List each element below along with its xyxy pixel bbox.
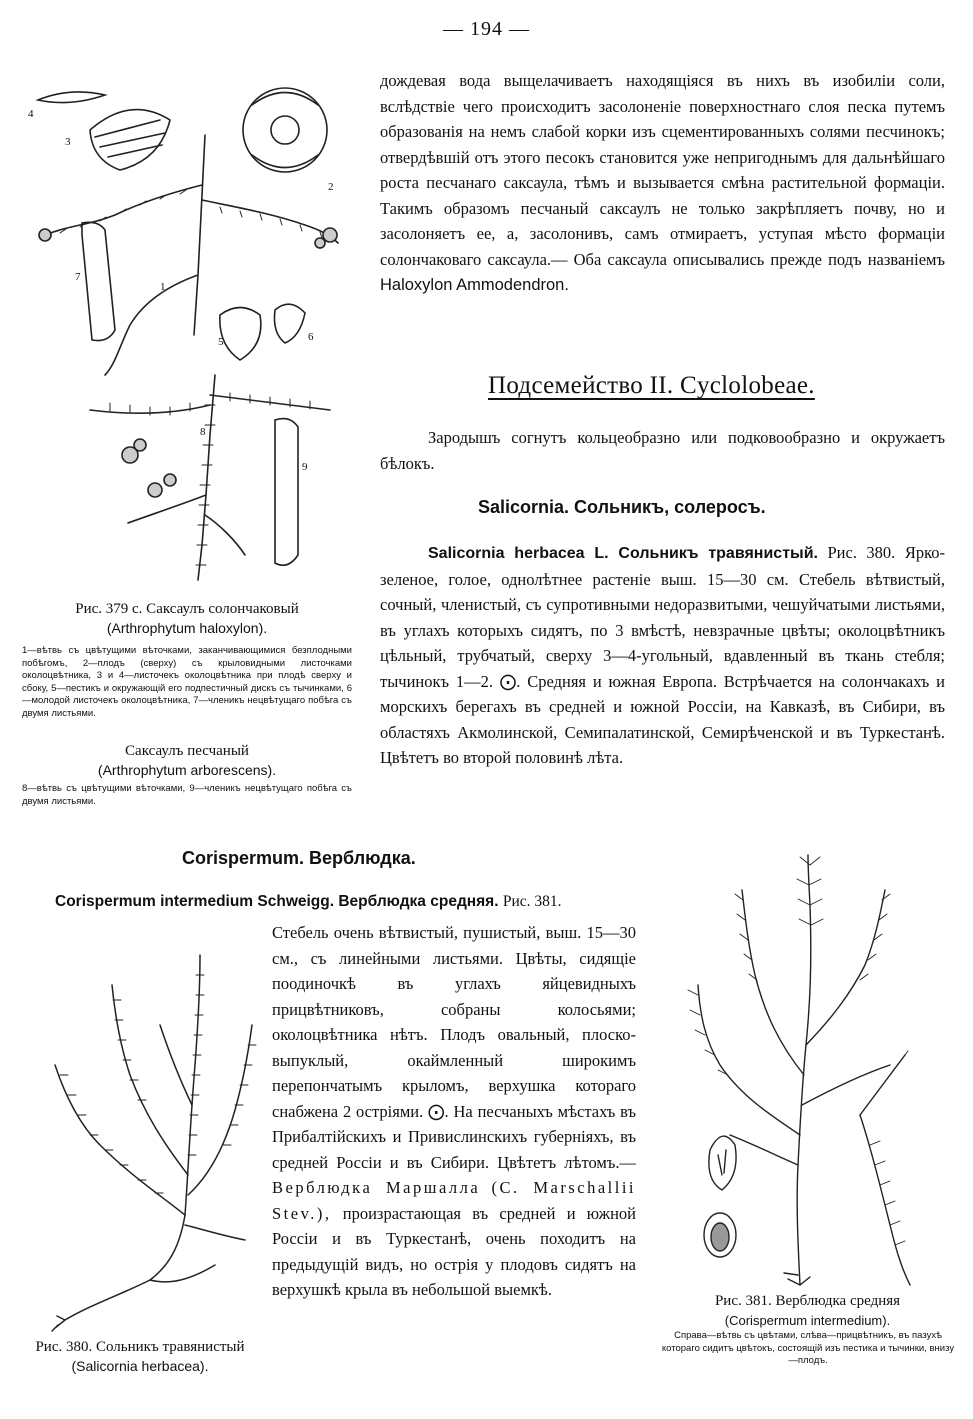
corispermum-marshall-name: Верблюдка Маршалла <box>272 1178 481 1197</box>
corispermum-species-heading: Corispermum intermedium Schweigg. Верблюдка средняя. <box>55 893 499 910</box>
salicornia-description <box>380 540 945 771</box>
fig379-label-8: 8 <box>200 426 206 438</box>
figure-379-illustration <box>20 75 355 595</box>
fig379-label-2: 2 <box>328 181 334 193</box>
page-number: — 194 — <box>443 18 530 40</box>
fig381-description: Справа—вѣтвь съ цвѣтами, слѣва—прицвѣтникъ, въ пазухѣ котораго сидитъ цвѣтокъ, состоящій изъ пестика и тычинки, внизу—плодъ. <box>661 1330 955 1366</box>
right-top-paragraph <box>380 68 945 299</box>
fig379-title: Рис. 379 с. Саксаулъ солончаковый <box>75 601 299 617</box>
fig379-label-1: 1 <box>160 281 166 293</box>
fig379b-latin: (Arthrophytum arborescens). <box>97 762 277 778</box>
corispermum-drawing <box>660 845 960 1290</box>
fig380-title: Рис. 380. Сольникъ травянистый <box>35 1339 245 1355</box>
subfamily-text-content: Зародышъ согнутъ кольцеобразно или подковообразно и окружаетъ бѣлокъ. <box>380 428 945 473</box>
fig379-label-5: 5 <box>218 336 224 348</box>
fig380-caption <box>15 1338 265 1376</box>
corispermum-marshall-text: произрастающая въ средней и южной Россіи и въ Туркестанѣ, очень походитъ на предыдущій видъ, но острія у плодовъ сидятъ на верхушкѣ крыла въ небольшой выемкѣ. <box>272 1203 636 1299</box>
salicornia-heading: Salicornia. Сольникъ, солеросъ. <box>478 497 766 517</box>
fig381-caption <box>655 1292 960 1330</box>
saxaul-drawing <box>20 75 355 595</box>
fig379-label-6: 6 <box>308 331 314 343</box>
corispermum-description <box>272 920 636 1303</box>
fig379-latin: (Arthrophytum haloxylon). <box>106 620 268 636</box>
right-top-text: дождевая вода выщелачиваетъ находящіяся въ нихъ въ изобиліи соли, вслѣдствіе чего происходитъ засолоненіе поверхностнаго слоя песка путемъ образованія на немъ слабой корки изъ сцементированныхъ солями песчинокъ; отвердѣвшій отъ этого песокъ становится уже непригоднымъ для дальнѣйшаго роста песчанаго саксаула, тѣмъ и вызывается смѣна растительной формаціи. Такимъ образомъ песчаный саксаулъ не только закрѣпляетъ почву, но и засолоняетъ ее, а, засолонивъ, самъ отмираетъ, уступая мѣсто формаціи солончаковаго саксаула.— Оба саксаула описывались прежде подъ названіемъ <box>380 71 945 269</box>
salicornia-drawing <box>20 945 265 1335</box>
subfamily-heading: Подсемейство II. Cyclolobeae. <box>488 372 815 399</box>
figure-381-illustration <box>660 845 960 1290</box>
fig379b-title: Саксаулъ песчаный <box>125 743 249 759</box>
fig379-label-9: 9 <box>302 461 308 473</box>
corispermum-heading: Corispermum. Верблюдка. <box>182 848 416 868</box>
fig381-latin: (Corispermum intermedium). <box>724 1313 891 1328</box>
fig380-latin: (Salicornia herbacea). <box>71 1358 209 1374</box>
subfamily-text <box>380 425 945 476</box>
corispermum-marshall-latin: (C. Marschallii Stev.), <box>272 1178 636 1223</box>
fig379-label-7: 7 <box>75 271 81 283</box>
fig379-caption <box>22 600 352 638</box>
fig379-label-4: 4 <box>28 108 34 120</box>
right-top-latin: Haloxylon Ammodendron. <box>380 276 569 294</box>
corispermum-text: Стебель очень вѣтвистый, пушистый, выш. 15—30 см., съ линейными листьями. Цвѣты, сидящіе поодиночкѣ въ углахъ яйцевидныхъ прицвѣтниковъ, собраны колосьями; околоцвѣтника нѣтъ. Плодъ овальный, плоско-выпуклый, окаймленный широкимъ перепончатымъ крыломъ, верхушка котораго снабжена 2 остріями. ⨀. На песчаныхъ мѣстахъ въ Прибалтійскихъ и Привислинскихъ губерніяхъ, въ средней Россіи и въ Сибири. Цвѣтетъ лѣтомъ.— <box>272 923 636 1172</box>
fig379b-description: 8—вѣтвь съ цвѣтущими вѣточками, 9—членикъ нецвѣтущаго побѣга съ двумя листьями. <box>22 783 352 807</box>
fig379b-caption <box>22 742 352 780</box>
figure-380-illustration <box>20 945 265 1335</box>
salicornia-text: Ярко-зеленое, голое, однолѣтнее растеніе выш. 15—30 см. Стебель вѣтвистый, сочный, членистый, съ супротивными недоразвитыми, чешуйчатыми листьями, въ углахъ которыхъ сидятъ, по 3 вмѣстѣ, невзрачные цвѣты; околоцвѣтникъ цѣльный, трубчатый, сверху 3—4-угольный, вдавленный въ ткань стебля; тычинокъ 1—2. ⨀. Средняя и южная Европа. Встрѣчается на солончакахъ и морскихъ берегахъ въ средней и южной Россіи, на Кавказѣ, въ Сибири, въ областяхъ Акмолинской, Семипалатинской, Семирѣченской и въ Туркестанѣ. Цвѣтетъ во второй половинѣ лѣта. <box>380 543 945 767</box>
fig379-label-3: 3 <box>65 136 71 148</box>
fig379-description: 1—вѣтвь съ цвѣтущими вѣточками, заканчивающимися безплодными побѣгомъ, 2—плодъ (сверху) съ крыловидными листочками околоцвѣтника, 3 и 4—листочекъ околоцвѣтника при плодѣ сверху и сбоку, 5—пестикъ и окружающій его подпестичный дискъ съ тычинками, 6—молодой листочекъ околоцвѣтника, 7—членикъ нецвѣтущаго побѣга съ двумя листьями. <box>22 645 352 719</box>
salicornia-fig-ref: Рис. 380. <box>827 543 896 562</box>
corispermum-species-line <box>55 893 655 911</box>
corispermum-fig-ref: Рис. 381. <box>502 893 562 910</box>
salicornia-species-heading: Salicornia herbacea L. Сольникъ травянистый. <box>428 545 818 562</box>
fig381-title: Рис. 381. Верблюдка средняя <box>714 1293 901 1309</box>
